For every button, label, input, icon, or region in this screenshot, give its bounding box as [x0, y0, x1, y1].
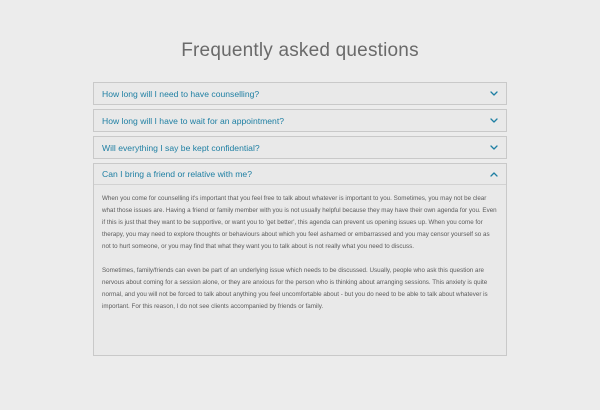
chevron-down-icon [489, 143, 499, 153]
faq-toggle-counselling-length[interactable] [94, 83, 506, 104]
faq-question: Can I bring a friend or relative with me? [102, 169, 252, 179]
faq-question: Will everything I say be kept confidential? [102, 142, 260, 153]
faq-toggle-wait-time[interactable] [94, 110, 506, 131]
faq-answer-paragraph: When you come for counselling it's important that you feel free to talk about whatever is important to you. Sometimes, you may not be clear what those issues are. Having a friend or family member with you is not usually helpful because they may have their own agenda for you. Even if this is just that they want to be supportive, or want you to 'get better', this agenda can prevent us opening issues up. When you come for therapy, you may need to explore thoughts or behaviours about which you feel ashamed or embarrassed and you may censor yourself so as not to hurt someone, or you may find that what they want you to talk about is not really what you need to discuss. [102, 195, 497, 250]
faq-item-bring-friend [93, 163, 507, 356]
faq-item-counselling-length [93, 82, 507, 105]
faq-answer-paragraph: Sometimes, family/friends can even be part of an underlying issue which needs to be discussed. Usually, people who ask this question are nervous about coming for a session alone, or they are anxious for the person who is thinking about arranging sessions. This anxiety is quite normal, and you will not be forced to talk about anything you feel uncomfortable about - but you do need to be able to talk about whatever is important. For this reason, I do not see clients accompanied by friends or family. [102, 267, 488, 310]
faq-toggle-confidential[interactable] [94, 137, 506, 158]
faq-question: How long will I have to wait for an appointment? [102, 115, 285, 126]
chevron-up-icon [489, 169, 499, 179]
page-title: Frequently asked questions [181, 40, 419, 61]
faq-question: How long will I need to have counselling? [102, 88, 260, 99]
faq-accordion [93, 82, 507, 360]
chevron-down-icon [489, 116, 499, 126]
faq-item-confidential [93, 136, 507, 159]
faq-toggle-bring-friend[interactable] [94, 164, 506, 185]
chevron-down-icon [489, 89, 499, 99]
faq-answer [94, 185, 506, 355]
faq-item-wait-time [93, 109, 507, 132]
